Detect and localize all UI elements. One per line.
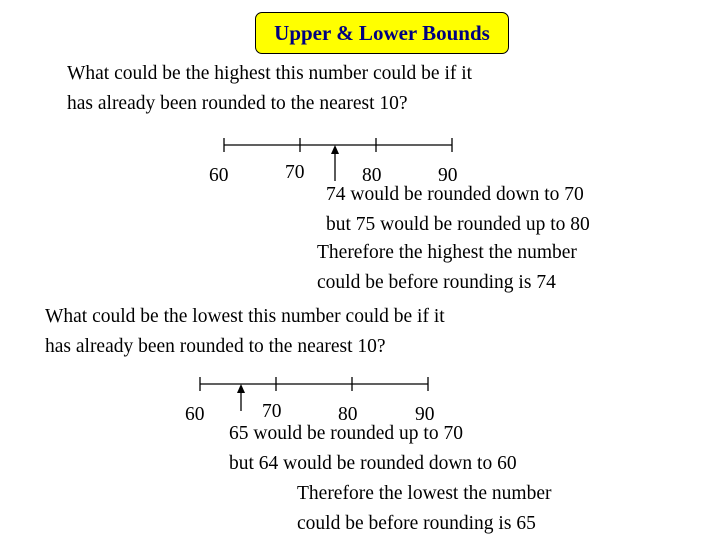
upper-question-line-2: has already been rounded to the nearest 10? [67,93,408,114]
upper-conclusion-line-2: could be before rounding is 74 [317,272,556,293]
lower-label-90: 90 [415,404,435,425]
lower-conclusion-line-2: could be before rounding is 65 [297,513,536,534]
lower-question [45,302,445,362]
upper-explanation [326,180,590,240]
lower-conclusion [297,479,551,539]
upper-label-90: 90 [438,165,458,186]
lower-label-80: 80 [338,404,358,425]
upper-label-80: 80 [362,165,382,186]
lower-arrow [237,384,245,411]
lower-conclusion-line-1: Therefore the lowest the number [297,483,552,504]
upper-question [67,59,472,119]
upper-label-60: 60 [209,165,229,186]
upper-conclusion [317,238,577,298]
upper-question-line-1: What could be the highest this number could be if it [67,63,473,84]
lower-label-60: 60 [185,404,205,425]
upper-explanation-line-1: 74 would be rounded down to 70 [326,184,584,205]
upper-label-70: 70 [285,162,305,183]
title-box [255,12,509,54]
lower-explanation-line-2: but 64 would be rounded down to 60 [229,453,517,474]
lower-label-70: 70 [262,401,282,422]
upper-conclusion-line-1: Therefore the highest the number [317,242,577,263]
lower-explanation [229,419,517,479]
upper-arrow [331,145,339,181]
lower-question-line-1: What could be the lowest this number could be if it [45,306,445,327]
lower-explanation-line-1: 65 would be rounded up to 70 [229,423,463,444]
slide-title: Upper & Lower Bounds [274,20,490,45]
upper-explanation-line-2: but 75 would be rounded up to 80 [326,214,590,235]
lower-question-line-2: has already been rounded to the nearest 10? [45,336,386,357]
